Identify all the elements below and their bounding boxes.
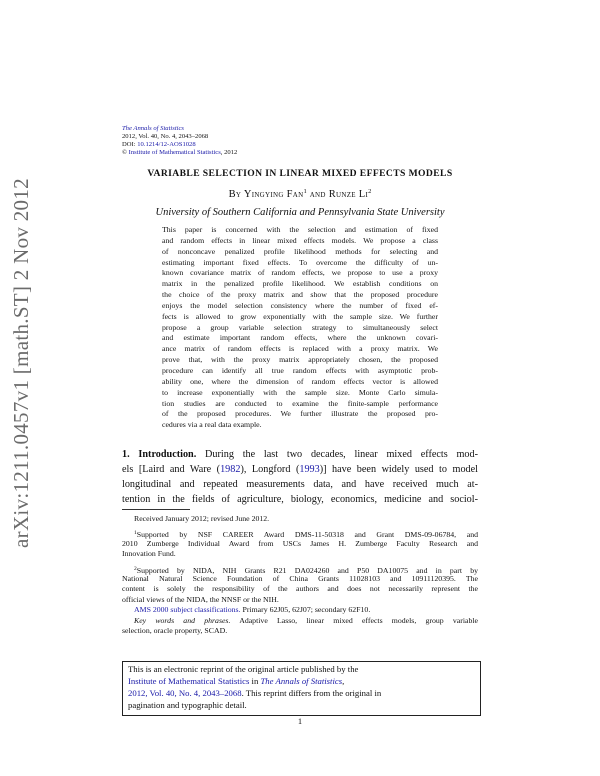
footnotes [122,514,478,636]
footnote-1-mark: 1 [134,530,137,537]
abstract [162,225,438,431]
reprint-line: This is an electronic reprint of the original article published by the [128,664,359,674]
abstract-line: of the proposed procedures. We further illustrate the proposed pro- [162,409,438,419]
abstract-line: procedure can identify all true random effects with asymptotic prob- [162,365,438,375]
footnote-1-line: Innovation Fund. [122,549,176,559]
reprint-line: pagination and typographic detail. [128,699,247,710]
citation-link-1982[interactable]: 1982 [220,464,241,476]
intro-line-4: tention in the fields of agriculture, biology, economics, medicine and sociol- [122,494,478,506]
abstract-line: ability one, where the dimension of random effects vector is allowed [162,376,438,386]
author-line [122,188,478,200]
abstract-line: estimating important fixed effects. To overcome the difficulty of un- [162,257,438,267]
footnote-2-line: official views of the NIDA, the NNSF or the NIH. [122,594,279,604]
introduction-section [122,447,478,507]
abstract-line: enjoys the model selection consistency where the number of fixed ef- [162,300,438,310]
abstract-line: known covariance matrix of random effects, we propose to use a proxy [162,268,438,278]
abstract-line: of nonconcave penalized profile likelihood methods for selecting and [162,246,438,256]
citation-link-1993[interactable]: 1993 [299,464,320,476]
keywords-line [122,616,478,626]
footnote-2-line: content is solely the responsibility of the authors and does not necessarily represent the [122,584,478,594]
section-heading: 1. Introduction. [122,449,197,460]
reprint-publisher-link[interactable]: Institute of Mathematical Statistics [128,675,250,686]
keywords-value: Adaptive Lasso, linear mixed effects models, group variable [230,615,478,625]
intro-text: During the last two decades, linear mixed effects mod- [196,449,478,460]
keywords-line: selection, oracle property, SCAD. [122,625,228,635]
arxiv-identifier-stamp: arXiv:1211.0457v1 [math.ST] 2 Nov 2012 [9,178,33,548]
page-number: 1 [297,716,303,726]
copyright-year: , 2012 [220,148,238,156]
author-1: Yingying Fan [243,189,304,200]
doi-prefix: DOI: [122,140,138,148]
reprint-notice-box [122,661,481,716]
publisher-link[interactable]: Institute of Mathematical Statistics [128,148,221,156]
intro-text: els [Laird and Ware ( [122,464,221,476]
reprint-journal-link[interactable]: The Annals of Statistics [260,675,343,686]
abstract-line: prove that, with the proxy matrix appropriately chosen, the proposed [162,355,438,365]
author-1-footnote-mark[interactable]: 1 [303,188,307,195]
journal-volume-line: 2012, Vol. 40, No. 4, 2043–2068 [122,132,209,140]
footnote-rule [122,509,190,510]
author-and: and [306,189,329,200]
footnote-1-line [122,528,478,538]
intro-line-1 [122,447,478,462]
abstract-line: to increase exponentially with the sample size. Monte Carlo simula- [162,387,438,397]
reprint-citation-link[interactable]: 2012, Vol. 40, No. 4, 2043–2068 [128,687,242,698]
author-by: By [228,189,244,200]
reprint-in: in [249,675,261,686]
footnote-text: Supported by NSF CAREER Award DMS-11-50318 and Grant DMS-09-06784, and [136,530,478,540]
ams-classification-link[interactable]: AMS 2000 subject classifications. [134,605,241,615]
received-dates: Received January 2012; revised June 2012. [134,514,270,523]
footnote-2-mark: 2 [134,565,137,572]
abstract-line: cedures via a real data example. [162,420,262,430]
abstract-line: matrix in the penalized profile likelihood. We establish conditions on [162,279,438,289]
paper-title: VARIABLE SELECTION IN LINEAR MIXED EFFECTS MODELS [147,168,453,179]
author-2: Runze Li [328,189,369,200]
abstract-line: fects is allowed to grow exponentially with the sample size. We further [162,311,438,321]
reprint-comma: , [342,675,345,686]
intro-text: ), Longford ( [240,464,300,476]
journal-info-block [122,125,237,157]
abstract-line: and estimate important random effects, where the unknown covari- [162,333,438,343]
footnote-text: Supported by NIDA, NIH Grants R21 DA024260 and P50 DA10075 and in part by [136,565,478,575]
footnote-1-line: 2010 Zumberge Individual Award from USCs James H. Zumberge Faculty Research and [122,538,478,548]
abstract-line: propose a group variable selection strategy to simultaneously select [162,322,438,332]
abstract-line: and random effects in linear mixed effects models. We propose a class [162,235,438,245]
abstract-line: This paper is concerned with the selection and estimation of fixed [162,225,438,234]
reprint-line [128,676,475,688]
doi-link[interactable]: 10.1214/12-AOS1028 [137,140,196,148]
intro-line-2 [122,462,478,477]
copyright-symbol: © [122,148,128,156]
abstract-line: the choice of the proxy matrix and show that the proposed procedure [162,290,438,300]
keywords-label: Key words and phrases. [134,615,231,625]
journal-name-link[interactable]: The Annals of Statistics [122,125,184,132]
reprint-line [128,688,475,700]
abstract-line: tion studies are conducted to examine the finite-sample performance [162,398,438,408]
footnote-2-line [122,564,478,574]
intro-line-3: longitudinal and repeated measurements data, and have received much at- [122,479,478,491]
affiliation: University of Southern California and Pennsylvania State University [155,207,445,218]
author-2-footnote-mark[interactable]: 2 [368,188,372,195]
reprint-text: . This reprint differs from the original in [241,687,382,698]
intro-text: )] have been widely used to model [319,464,478,476]
ams-classification [122,605,478,615]
footnote-2-line: National Natural Science Foundation of China Grants 11028103 and 10911120395. The [122,573,478,583]
abstract-line: ance matrix of random effects is replaced with a proxy matrix. We [162,344,438,354]
ams-classification-value: Primary 62J05, 62J07; secondary 62F10. [240,605,371,615]
